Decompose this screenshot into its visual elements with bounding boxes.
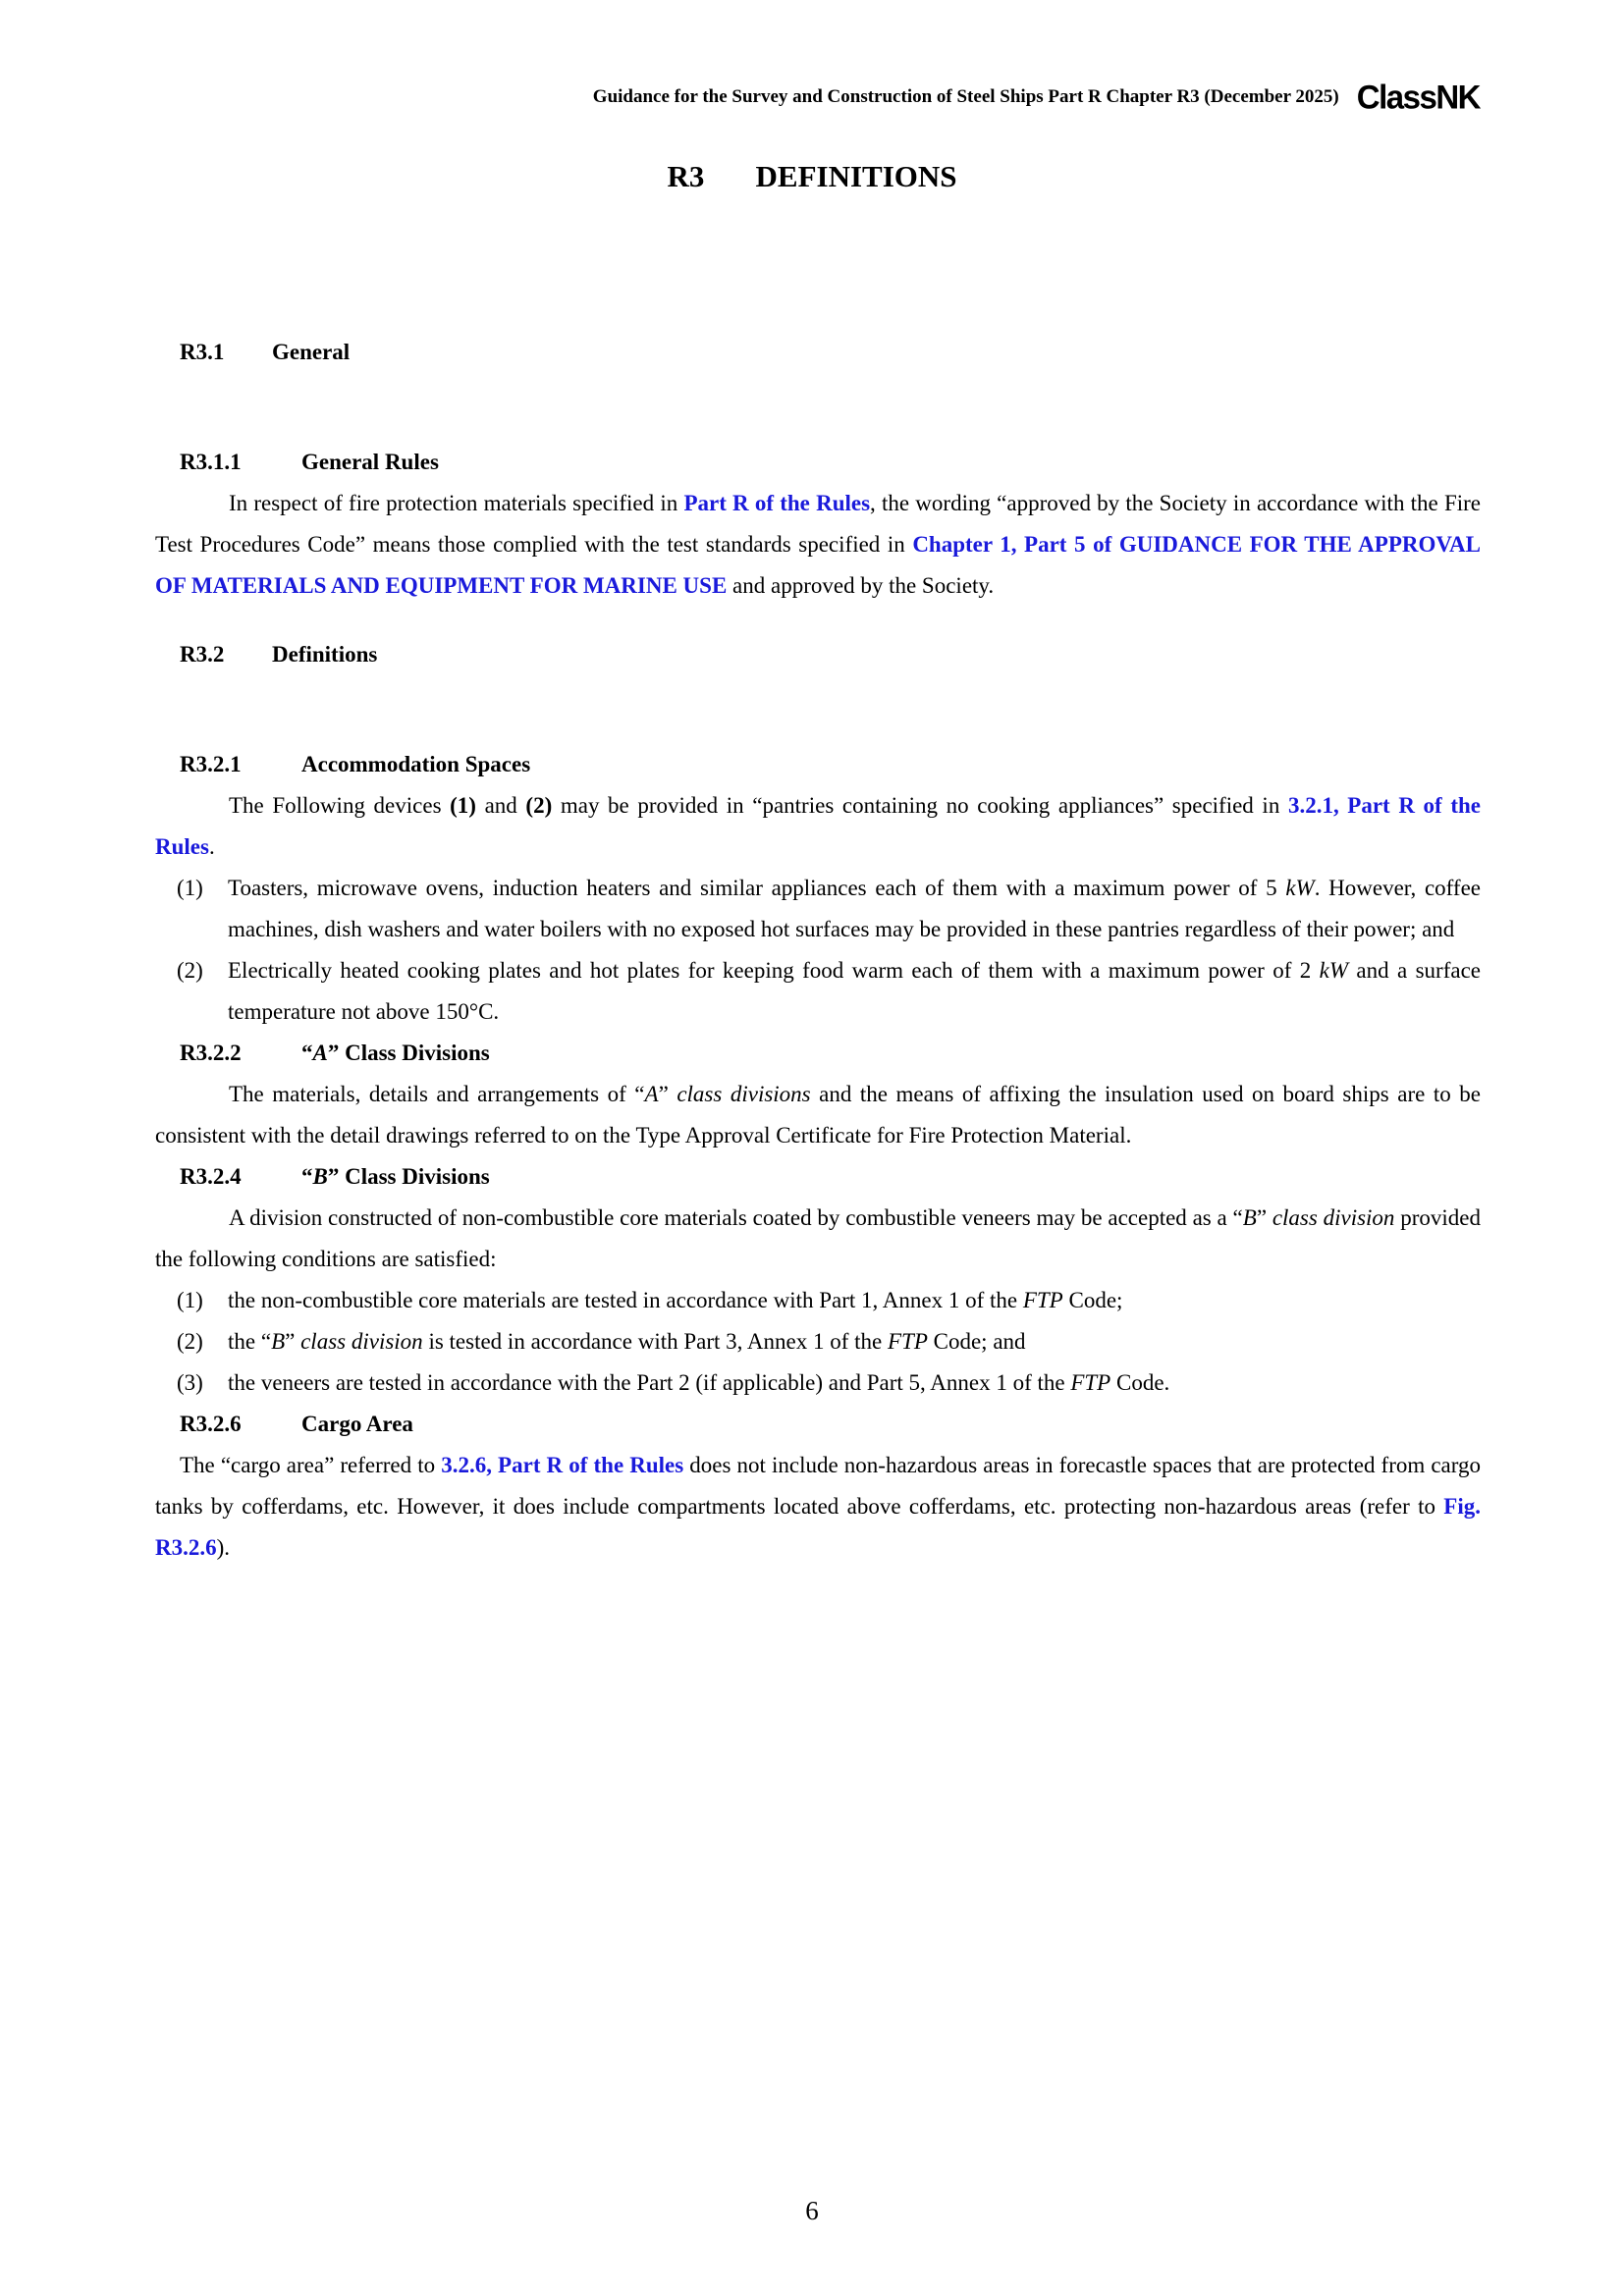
link-part-r-rules[interactable]: Part R of the Rules (683, 491, 871, 515)
list-item: (1) the non-combustible core materials are tested in accordance with Part 1, Annex 1 of the FTP Code; (177, 1288, 1123, 1312)
paragraph-general-rules: In respect of fire protection materials specified in Part R of the Rules, the wording “approved by the Society in accordance with the Fire Test Procedures Code” means those complied with the test standards specified in Chapter 1, Part 5 of GUIDANCE FOR THE APPROVAL OF MATERIALS AND EQUIPMENT FOR MARINE USE and approved by the Society. (155, 491, 1481, 598)
section-heading-r3-2-6: R3.2.6 Cargo Area (180, 1412, 413, 1436)
list-item: (2) the “B” class division is tested in accordance with Part 3, Annex 1 of the FTP Code; and (177, 1329, 1026, 1354)
link-fig-r3-2-6[interactable]: Fig. R3.2.6 (155, 1494, 1481, 1560)
classnk-logo: ClassNK (1356, 78, 1480, 116)
section-heading-r3-1: R3.1 General (180, 340, 351, 364)
page-number: 6 (805, 2196, 819, 2225)
link-3-2-6-part-r[interactable]: 3.2.6, Part R of the Rules (441, 1453, 684, 1477)
page-header (593, 79, 1480, 116)
paragraph-a-class-divisions: The materials, details and arrangements of “A” class divisions and the means of affixing the insulation used on board ships are to be consistent with the detail drawings referred to on the Type Approval Certificate for Fire Protection Material. (155, 1082, 1481, 1148)
paragraph-b-class-divisions: A division constructed of non-combustible core materials coated by combustible veneers may be accepted as a “B” class division provided the following conditions are satisfied: (155, 1205, 1481, 1271)
section-heading-r3-2-2: R3.2.2 “A” Class Divisions (180, 1041, 490, 1065)
link-3-2-1-part-r[interactable]: 3.2.1, Part R of the Rules (155, 793, 1481, 859)
running-title: Guidance for the Survey and Construction of Steel Ships Part R Chapter R3 (December 2025) (592, 86, 1339, 107)
section-heading-r3-2: R3.2 Definitions (180, 642, 378, 667)
chapter-number: R3 (667, 159, 705, 193)
list-item: (1) Toasters, microwave ovens, induction heaters and similar appliances each of them with a maximum power of 5 kW. However, coffee machines, dish washers and water boilers with no exposed hot surfaces may be provided in these pantries regardless of their power; and (177, 876, 1481, 941)
list-item: (2) Electrically heated cooking plates and hot plates for keeping food warm each of them with a maximum power of 2 kW and a surface temperature not above 150°C. (177, 958, 1482, 1024)
chapter-title (0, 159, 1624, 194)
paragraph-cargo-area: The “cargo area” referred to 3.2.6, Part R of the Rules does not include non-hazardous areas in forecastle spaces that are protected from cargo tanks by cofferdams, etc. However, it does include compartments located above cofferdams, etc. protecting non-hazardous areas (refer to Fig. R3.2.6). (155, 1453, 1482, 1560)
link-guidance-approval-materials[interactable]: Chapter 1, Part 5 of GUIDANCE FOR THE APPROVAL OF MATERIALS AND EQUIPMENT FOR MARINE USE (155, 532, 1481, 598)
section-heading-r3-2-1: R3.2.1 Accommodation Spaces (180, 752, 531, 776)
chapter-name: DEFINITIONS (755, 159, 957, 193)
section-heading-r3-1-1: R3.1.1 General Rules (180, 450, 439, 474)
document-body (155, 332, 1481, 1569)
section-heading-r3-2-4: R3.2.4 “B” Class Divisions (180, 1164, 490, 1189)
paragraph-accommodation-spaces: The Following devices (1) and (2) may be provided in “pantries containing no cooking appliances” specified in 3.2.1, Part R of the Rules. (155, 793, 1481, 859)
list-item: (3) the veneers are tested in accordance with the Part 2 (if applicable) and Part 5, Annex 1 of the FTP Code. (177, 1370, 1170, 1395)
